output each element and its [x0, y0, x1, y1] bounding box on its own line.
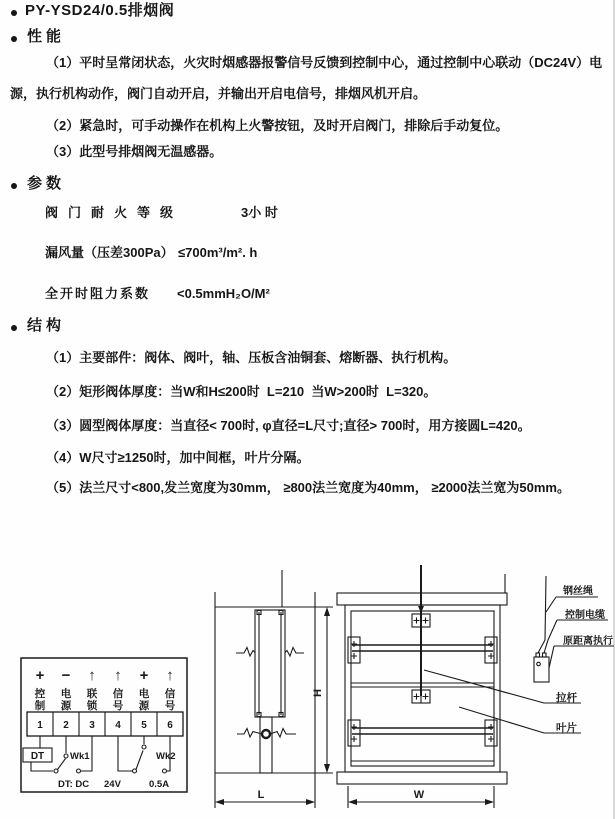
- bullet-icon: [11, 183, 17, 189]
- rod-mid-bracket: [412, 690, 430, 703]
- arrowhead-icon: [485, 799, 494, 805]
- terminal-label: 电: [138, 688, 150, 700]
- terminal-label: 源: [138, 700, 150, 712]
- bottom-flange: [337, 772, 507, 784]
- switch-contact: [54, 769, 58, 773]
- arrowhead-icon: [306, 799, 315, 805]
- arrowhead-icon: [348, 799, 357, 805]
- switch-contact: [64, 754, 68, 758]
- terminal-label: 信: [112, 688, 124, 700]
- callout-pull-rod: 拉杆: [556, 692, 577, 704]
- page-title: PY-YSD24/0.5排烟阀: [25, 2, 175, 19]
- terminal-label: 源: [60, 700, 72, 712]
- terminal-number: 3: [89, 720, 95, 731]
- structure-item-3: （3）圆型阀体厚度：当直径< 700时, φ直径=L尺寸;直径> 700时，用方接圆L=420。: [46, 418, 531, 433]
- param-label-leakage: 漏风量（压差300Pa）: [45, 245, 174, 260]
- structure-item-5: （5）法兰尺寸<800,发兰宽度为30mm， ≥800法兰宽度为40mm， ≥2000法兰宽为50mm。: [46, 480, 570, 495]
- valve-frame-outer: [345, 605, 500, 772]
- performance-item-1-line-1: （1）平时呈常闭状态，火灾时烟感器报警信号反馈到控制中心，通过控制中心联动（DC24V）电: [46, 55, 603, 70]
- pull-rod-side: [260, 717, 272, 773]
- bullet-icon: [11, 36, 17, 42]
- terminal-number: 1: [37, 720, 43, 731]
- terminal-label: 信: [164, 688, 176, 700]
- callout-leader: [549, 646, 614, 668]
- structure-item-4: （4）W尺寸≥1250时，加中间框，叶片分隔。: [46, 450, 310, 465]
- terminal-label: 制: [34, 700, 46, 712]
- minus-icon: −: [61, 667, 71, 684]
- blade-assembly-lower: [348, 720, 497, 746]
- callout-blade: 叶片: [556, 722, 577, 734]
- switch-contact: [163, 769, 167, 773]
- arrowhead-icon: [418, 606, 424, 613]
- switch-contact: [77, 769, 81, 773]
- blade-bar: [352, 728, 493, 734]
- plus-icon: +: [139, 667, 149, 684]
- performance-item-1-line-2: 源，执行机构动作，阀门自动开启，并输出开启电信号，排烟风机开启。: [10, 86, 427, 101]
- param-value-leakage: ≤700m³/m². h: [178, 245, 258, 260]
- break-symbols: [236, 648, 304, 738]
- blade-end-bracket: [348, 637, 360, 663]
- arrow-up-icon: ↑: [166, 667, 174, 684]
- channel-corner-pads: [257, 611, 283, 717]
- side-view-drawing: [215, 570, 333, 808]
- structure-item-1: （1）主要部件：阀体、阀叶，轴、压板含油铜套、熔断器、执行机构。: [46, 350, 457, 365]
- callout-control-cable: 控制电缆: [565, 610, 605, 621]
- control-cable-line: [544, 620, 557, 653]
- arrow-up-icon: ↑: [114, 667, 122, 684]
- dt-dc-note: DT: DC: [58, 779, 90, 790]
- section-heading-parameters: 参数: [27, 175, 66, 192]
- valve-frame-inner: [351, 611, 494, 766]
- performance-item-2: （2）紧急时，可手动操作在机构上火警按钮，及时开启阀门，排除后手动复位。: [46, 118, 509, 133]
- param-value-resistance: <0.5mmH₂O/M²: [177, 286, 270, 301]
- terminal-number: 5: [141, 720, 147, 731]
- section-heading-structure: 结构: [27, 317, 66, 334]
- terminal-label: 联: [86, 688, 98, 700]
- steel-wire-line: [538, 576, 546, 653]
- channel-inner-walls: [259, 612, 281, 715]
- actuator-tab: [536, 653, 540, 657]
- blade-assembly-upper: [348, 637, 497, 663]
- callout-steel-wire: 钢丝绳: [563, 586, 593, 597]
- voltage-note: 24V: [104, 779, 121, 790]
- performance-item-3: （3）此型号排烟阀无温感器。: [46, 144, 223, 159]
- blade-bar: [352, 645, 493, 651]
- terminal-label: 号: [164, 700, 176, 712]
- terminal-polarity-symbols: [36, 667, 174, 684]
- terminal-number: 4: [115, 720, 121, 731]
- switch-contact: [133, 769, 137, 773]
- callout-remote-actuator: 原距离执行: [563, 636, 613, 647]
- terminal-wiring: [23, 736, 176, 790]
- dimension-w: [348, 786, 494, 808]
- terminal-number: 2: [63, 720, 69, 731]
- param-label-fire-rating: 阀门耐火等级: [45, 205, 184, 220]
- switch-blade: [58, 759, 66, 770]
- dimension-l: [215, 773, 315, 808]
- actuator-hole: [537, 662, 541, 666]
- screw-cross-marks: [351, 724, 494, 742]
- arrowhead-icon: [215, 799, 224, 805]
- arrow-up-icon: ↑: [88, 667, 96, 684]
- structure-item-2: （2）矩形阀体厚度：当W和H≤200时 L=210 当W>200时 L=320。: [46, 384, 437, 399]
- dt-box-label: DT: [30, 751, 45, 762]
- blade-end-bracket: [485, 637, 497, 663]
- arrowhead-icon: [324, 607, 330, 616]
- blade-end-bracket: [348, 720, 360, 746]
- terminal-function-labels: [34, 687, 176, 712]
- terminal-label: 号: [112, 700, 124, 712]
- terminal-label: 锁: [86, 700, 98, 712]
- terminal-outer-box: [21, 658, 187, 792]
- front-view-drawing: [337, 565, 507, 808]
- terminal-number: 6: [167, 720, 173, 731]
- dim-w-label: W: [413, 789, 425, 801]
- technical-drawings: [0, 560, 615, 819]
- param-value-fire-rating: 3小 时: [241, 205, 278, 220]
- bullet-icon: [11, 10, 17, 16]
- wk2-label: Wk2: [156, 751, 176, 762]
- terminal-wiring-diagram: [21, 658, 187, 792]
- dim-l-label: L: [257, 789, 265, 801]
- plus-icon: +: [35, 667, 45, 684]
- screw-cross-marks: [351, 641, 494, 659]
- remote-actuator-assembly: [534, 576, 557, 682]
- current-note: 0.5A: [149, 779, 170, 790]
- switch-blade: [136, 751, 143, 770]
- param-label-resistance: 全开时阻力系数: [45, 286, 151, 301]
- shaft-circle: [262, 730, 270, 738]
- drawing-callouts: [424, 584, 614, 734]
- blade-end-bracket: [485, 720, 497, 746]
- section-heading-performance: 性能: [27, 28, 66, 45]
- rod-top-bracket: [412, 614, 430, 627]
- terminal-label: 电: [60, 688, 72, 700]
- switch-contact: [142, 745, 146, 749]
- dim-h-label: H: [312, 689, 324, 697]
- bullet-icon: [11, 325, 17, 331]
- actuator-tab: [543, 653, 547, 657]
- terminal-label: 控: [34, 688, 46, 700]
- actuator-box: [534, 657, 549, 682]
- wk1-label: Wk1: [70, 751, 90, 762]
- arrowhead-icon: [324, 764, 330, 773]
